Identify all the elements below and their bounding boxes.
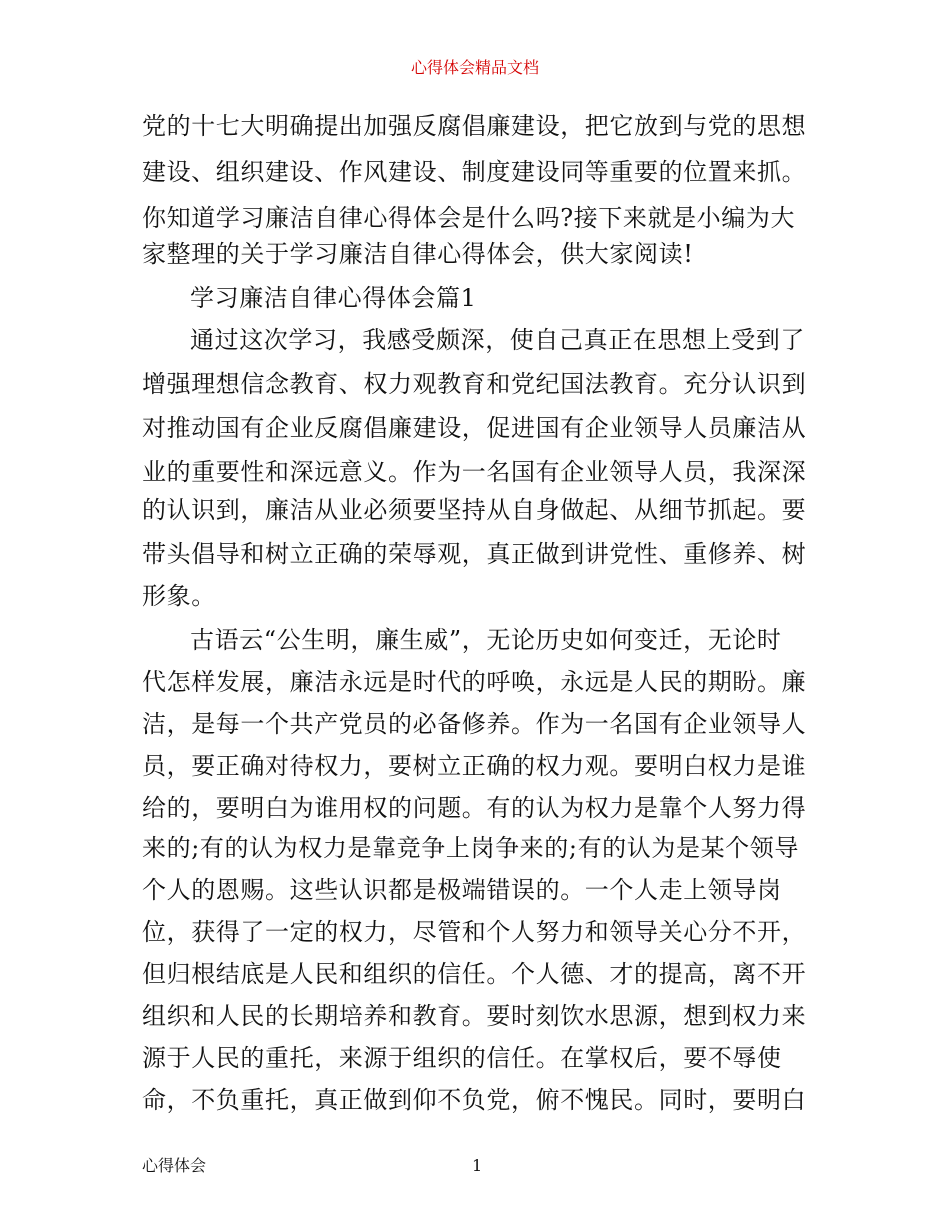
body-line: 个人的恩赐。这些认识都是极端错误的。一个人走上领导岗 [142,876,782,904]
body-line: 的认识到，廉洁从业必须要坚持从自身做起、从细节抓起。要 [142,496,807,524]
body-line: 给的，要明白为谁用权的问题。有的认为权力是靠个人努力得 [142,794,807,822]
body-line: 代怎样发展，廉洁永远是时代的呼唤，永远是人民的期盼。廉 [142,668,807,696]
page-header-title: 心得体会精品文档 [410,58,539,77]
body-line: 你知道学习廉洁自律心得体会是什么吗?接下来就是小编为大 [142,204,796,232]
body-line: 带头倡导和树立正确的荣辱观，真正做到讲党性、重修养、树 [142,540,807,568]
body-line: 古语云“公生明，廉生威”，无论历史如何变迁，无论时 [190,626,782,654]
body-line: 来的;有的认为权力是靠竞争上岗争来的;有的认为是某个领导 [142,834,799,862]
body-line: 对推动国有企业反腐倡廉建设，促进国有企业领导人员廉洁从 [142,414,807,442]
body-line: 业的重要性和深远意义。作为一名国有企业领导人员，我深深 [142,458,807,486]
section-heading: 学习廉洁自律心得体会篇1 [190,284,477,312]
body-line: 命，不负重托，真正做到仰不负党，俯不愧民。同时，要明白 [142,1086,807,1114]
body-line: 通过这次学习，我感受颇深，使自己真正在思想上受到了 [190,326,805,354]
footer-label: 心得体会 [142,1156,207,1175]
body-line: 党的十七大明确提出加强反腐倡廉建设，把它放到与党的思想 [142,112,807,140]
body-line: 家整理的关于学习廉洁自律心得体会，供大家阅读! [142,240,694,268]
body-line: 洁，是每一个共产党员的必备修养。作为一名国有企业领导人 [142,710,807,738]
page-number: 1 [472,1156,483,1175]
body-line: 组织和人民的长期培养和教育。要时刻饮水思源，想到权力来 [142,1002,807,1030]
body-line: 员，要正确对待权力，要树立正确的权力观。要明白权力是谁 [142,752,807,780]
body-line: 源于人民的重托，来源于组织的信任。在掌权后，要不辱使 [142,1044,782,1072]
body-line: 位，获得了一定的权力，尽管和个人努力和领导关心分不开， [142,918,807,946]
body-line: 形象。 [142,582,216,610]
body-line: 增强理想信念教育、权力观教育和党纪国法教育。充分认识到 [142,370,807,398]
body-line: 建设、组织建设、作风建设、制度建设同等重要的位置来抓。 [142,158,807,186]
body-line: 但归根结底是人民和组织的信任。个人德、才的提高，离不开 [142,960,807,988]
